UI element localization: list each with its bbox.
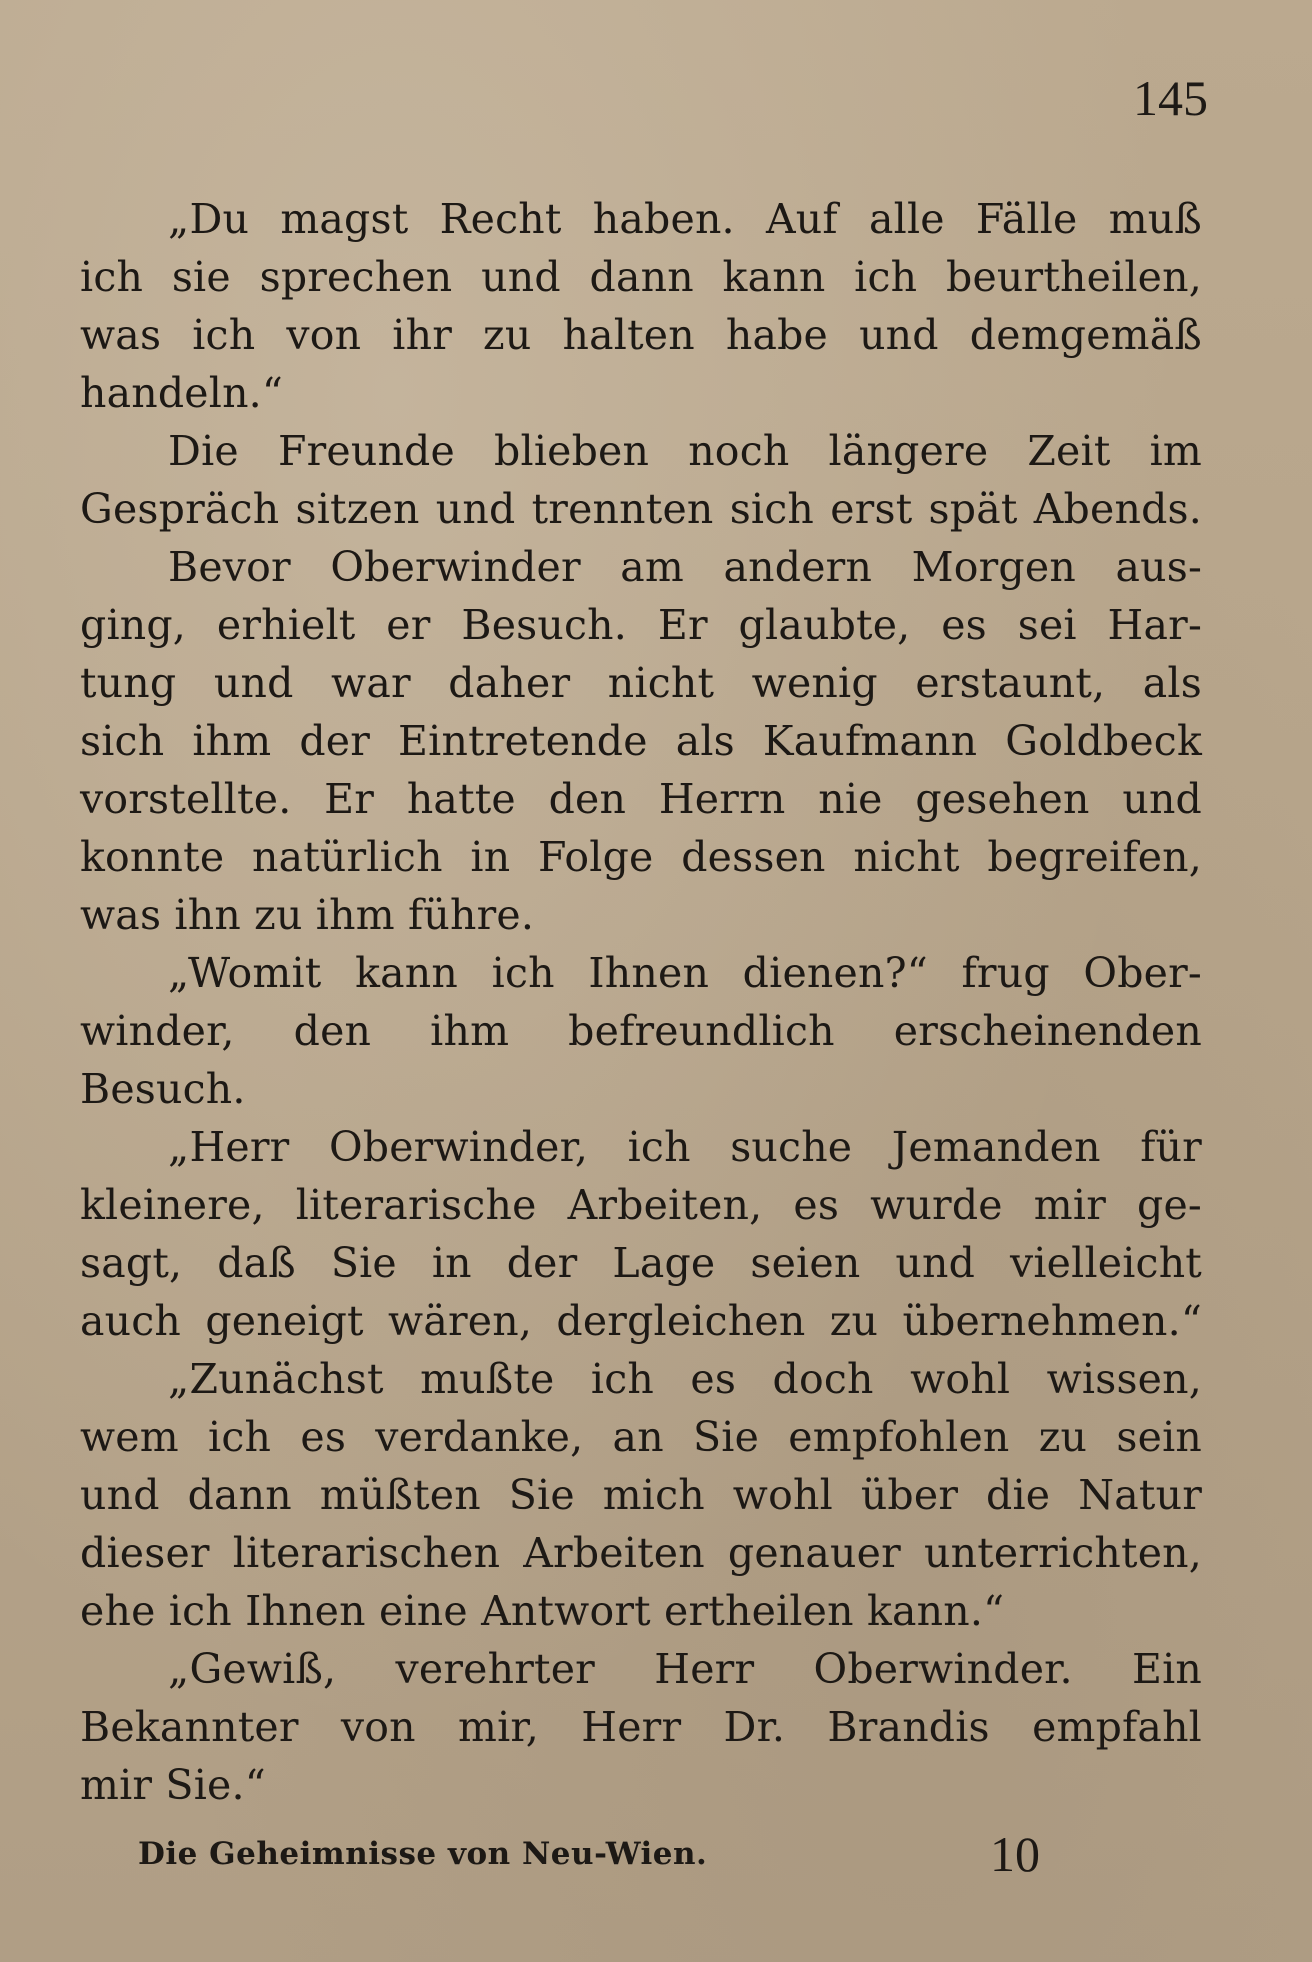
text-line: „Du magst Recht haben. Auf alle Fälle muß [168,195,1202,243]
text-line: sich ihm der Eintretende als Kaufmann Goldbeck [80,717,1202,765]
text-line: winder, den ihm befreundlich erscheinenden [80,1007,1202,1055]
text-line: Gespräch sitzen und trennten sich erst spät Abends. [80,485,1202,533]
text-line: ging, erhielt er Besuch. Er glaubte, es sei Har- [80,601,1202,649]
text-line: handeln.“ [80,369,284,417]
text-line: Bekannter von mir, Herr Dr. Brandis empfahl [80,1703,1202,1751]
text-line: ehe ich Ihnen eine Antwort ertheilen kann.“ [80,1587,1005,1635]
text-line: „Zunächst mußte ich es doch wohl wissen, [168,1355,1202,1403]
text-line: auch geneigt wären, dergleichen zu übernehmen.“ [80,1297,1202,1345]
text-line: was ihn zu ihm führe. [80,891,535,939]
text-line: Besuch. [80,1065,246,1113]
text-line: tung und war daher nicht wenig erstaunt, als [80,659,1202,707]
body-text [80,190,1202,1814]
footer-book-title: Die Geheimnisse von Neu-Wien. [138,1836,708,1872]
text-line: mir Sie.“ [80,1761,266,1809]
text-line: „Womit kann ich Ihnen dienen?“ frug Ober- [168,949,1202,997]
text-line: was ich von ihr zu halten habe und demgemäß [80,311,1202,359]
text-line: kleinere, literarische Arbeiten, es wurde mir ge- [80,1181,1202,1229]
text-line: konnte natürlich in Folge dessen nicht begreifen, [80,833,1202,881]
text-line: wem ich es verdanke, an Sie empfohlen zu sein [80,1413,1202,1461]
text-line: und dann müßten Sie mich wohl über die Natur [80,1471,1202,1519]
text-line: dieser literarischen Arbeiten genauer unterrichten, [80,1529,1202,1577]
text-line: vorstellte. Er hatte den Herrn nie gesehen und [80,775,1202,823]
text-line: „Gewiß, verehrter Herr Oberwinder. Ein [168,1645,1202,1693]
text-line: sagt, daß Sie in der Lage seien und vielleicht [80,1239,1202,1287]
signature-mark: 10 [990,1826,1040,1882]
page-number: 145 [1133,70,1208,126]
text-line: „Herr Oberwinder, ich suche Jemanden für [168,1123,1202,1171]
text-line: ich sie sprechen und dann kann ich beurtheilen, [80,253,1202,301]
text-line: Bevor Oberwinder am andern Morgen aus- [168,543,1202,591]
text-line: Die Freunde blieben noch längere Zeit im [168,427,1202,475]
